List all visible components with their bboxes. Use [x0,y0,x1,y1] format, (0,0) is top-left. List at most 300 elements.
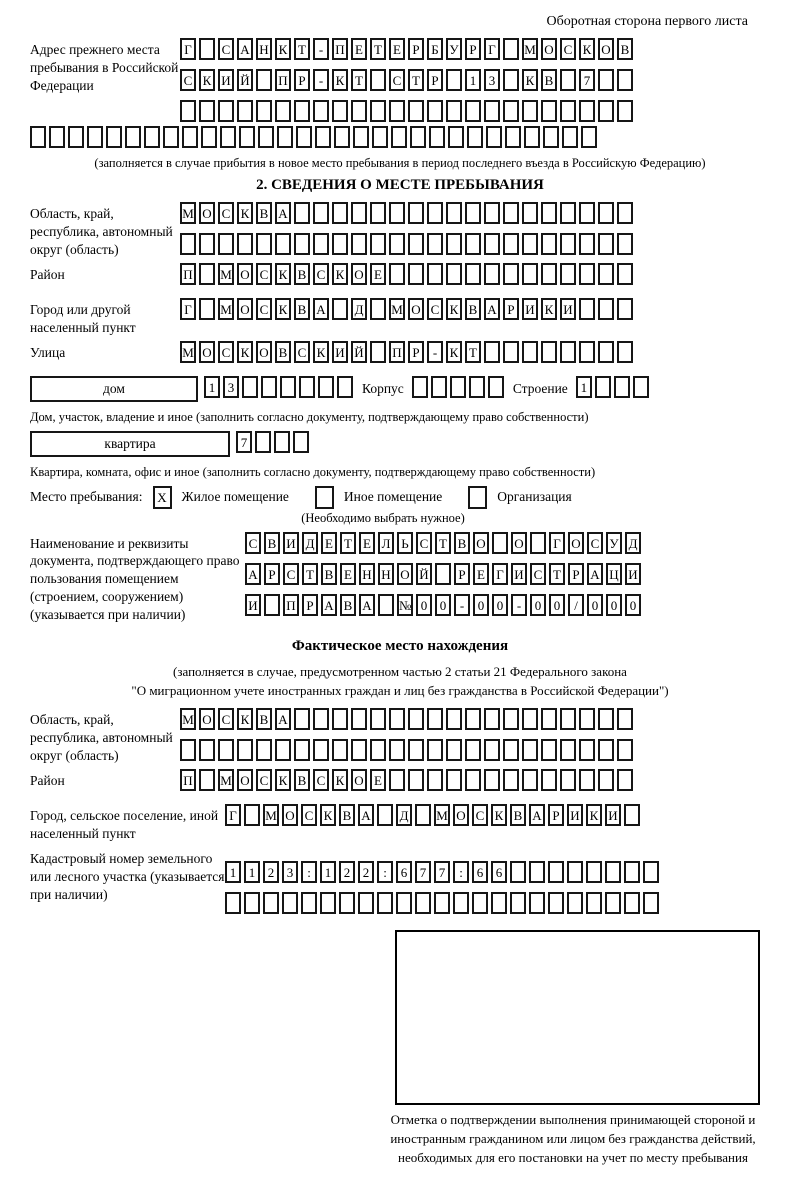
char-box[interactable]: С [416,532,432,554]
char-box[interactable] [199,233,215,255]
char-box[interactable] [617,769,633,791]
checkbox-zhiloe[interactable]: X [153,486,172,509]
char-box[interactable] [541,263,557,285]
char-box[interactable] [256,739,272,761]
char-box[interactable]: Т [302,563,318,585]
char-box[interactable]: 2 [358,861,374,883]
char-box[interactable]: И [625,563,641,585]
char-box[interactable]: Б [427,38,443,60]
char-box[interactable] [299,376,315,398]
char-box[interactable] [543,126,559,148]
char-box[interactable] [370,202,386,224]
char-box[interactable] [106,126,122,148]
char-box[interactable]: С [218,341,234,363]
char-box[interactable] [313,708,329,730]
char-box[interactable] [643,861,659,883]
char-box[interactable] [332,298,348,320]
char-box[interactable] [408,263,424,285]
char-box[interactable]: К [237,708,253,730]
char-box[interactable] [598,69,614,91]
char-box[interactable] [562,126,578,148]
char-box[interactable]: 0 [492,594,508,616]
char-box[interactable] [617,708,633,730]
char-box[interactable] [427,769,443,791]
char-box[interactable]: С [560,38,576,60]
char-box[interactable] [491,892,507,914]
char-box[interactable] [522,769,538,791]
char-box[interactable]: Р [568,563,584,585]
char-box[interactable]: Р [264,563,280,585]
char-box[interactable] [408,769,424,791]
char-box[interactable] [446,739,462,761]
char-box[interactable]: - [427,341,443,363]
char-box[interactable]: Г [492,563,508,585]
char-box[interactable]: К [579,38,595,60]
char-box[interactable] [256,69,272,91]
char-box[interactable]: В [454,532,470,554]
char-box[interactable] [522,233,538,255]
char-box[interactable]: 6 [472,861,488,883]
char-box[interactable] [255,431,271,453]
char-box[interactable] [370,233,386,255]
char-box[interactable] [503,38,519,60]
char-box[interactable] [415,892,431,914]
char-box[interactable] [358,892,374,914]
char-box[interactable] [237,233,253,255]
char-box[interactable] [412,376,428,398]
char-box[interactable] [313,739,329,761]
char-box[interactable]: Р [465,38,481,60]
char-box[interactable] [614,376,630,398]
char-box[interactable] [239,126,255,148]
char-box[interactable]: М [389,298,405,320]
char-box[interactable]: И [567,804,583,826]
char-box[interactable] [370,298,386,320]
char-box[interactable]: Е [340,563,356,585]
char-box[interactable]: 0 [416,594,432,616]
char-box[interactable]: В [294,298,310,320]
char-box[interactable]: И [605,804,621,826]
char-box[interactable]: 0 [530,594,546,616]
char-box[interactable] [256,233,272,255]
char-box[interactable]: 0 [587,594,603,616]
char-box[interactable]: С [313,769,329,791]
char-box[interactable]: А [275,202,291,224]
char-box[interactable] [579,739,595,761]
char-box[interactable]: С [427,298,443,320]
char-box[interactable]: К [199,69,215,91]
char-box[interactable]: О [453,804,469,826]
char-box[interactable]: У [606,532,622,554]
char-box[interactable] [294,202,310,224]
char-box[interactable] [522,263,538,285]
char-box[interactable]: О [237,769,253,791]
char-box[interactable] [530,532,546,554]
char-box[interactable] [125,126,141,148]
char-box[interactable]: Е [321,532,337,554]
char-box[interactable]: / [568,594,584,616]
char-box[interactable]: А [587,563,603,585]
char-box[interactable] [427,708,443,730]
char-box[interactable] [522,739,538,761]
char-box[interactable]: - [511,594,527,616]
char-box[interactable]: А [484,298,500,320]
char-box[interactable] [465,708,481,730]
char-box[interactable] [408,100,424,122]
char-box[interactable]: 0 [435,594,451,616]
char-box[interactable] [431,376,447,398]
char-box[interactable]: Г [225,804,241,826]
char-box[interactable] [370,341,386,363]
char-box[interactable] [598,202,614,224]
char-box[interactable] [293,431,309,453]
char-box[interactable] [529,861,545,883]
char-box[interactable] [488,376,504,398]
char-box[interactable]: Е [359,532,375,554]
char-box[interactable]: 7 [579,69,595,91]
char-box[interactable]: Е [389,38,405,60]
char-box[interactable] [541,739,557,761]
char-box[interactable] [605,892,621,914]
char-box[interactable]: А [237,38,253,60]
char-box[interactable] [484,233,500,255]
char-box[interactable] [529,892,545,914]
char-box[interactable]: К [446,341,462,363]
char-box[interactable] [643,892,659,914]
char-box[interactable] [505,126,521,148]
char-box[interactable] [378,594,394,616]
char-box[interactable] [467,126,483,148]
char-box[interactable]: С [180,69,196,91]
char-box[interactable] [567,861,583,883]
char-box[interactable]: В [294,263,310,285]
char-box[interactable] [377,804,393,826]
char-box[interactable] [320,892,336,914]
char-box[interactable] [199,100,215,122]
char-box[interactable] [275,233,291,255]
char-box[interactable] [522,341,538,363]
char-box[interactable] [370,69,386,91]
char-box[interactable]: М [180,708,196,730]
char-box[interactable] [353,126,369,148]
char-box[interactable]: С [283,563,299,585]
char-box[interactable] [548,861,564,883]
char-box[interactable] [579,298,595,320]
char-box[interactable] [263,892,279,914]
char-box[interactable] [617,69,633,91]
char-box[interactable]: О [351,263,367,285]
char-box[interactable] [332,202,348,224]
char-box[interactable] [218,100,234,122]
char-box[interactable]: С [256,769,272,791]
char-box[interactable] [396,892,412,914]
char-box[interactable]: 1 [320,861,336,883]
char-box[interactable]: Ц [606,563,622,585]
char-box[interactable]: К [446,298,462,320]
char-box[interactable]: Е [370,263,386,285]
char-box[interactable] [237,100,253,122]
char-box[interactable]: И [218,69,234,91]
char-box[interactable] [351,100,367,122]
char-box[interactable] [199,263,215,285]
char-box[interactable] [294,100,310,122]
char-box[interactable] [351,202,367,224]
char-box[interactable] [503,739,519,761]
char-box[interactable]: С [256,263,272,285]
char-box[interactable]: Д [302,532,318,554]
char-box[interactable] [182,126,198,148]
char-box[interactable]: К [320,804,336,826]
char-box[interactable]: О [199,708,215,730]
char-box[interactable]: П [180,769,196,791]
char-box[interactable] [280,376,296,398]
char-box[interactable] [313,202,329,224]
char-box[interactable] [199,298,215,320]
char-box[interactable]: С [313,263,329,285]
char-box[interactable] [633,376,649,398]
char-box[interactable] [351,233,367,255]
char-box[interactable] [560,263,576,285]
char-box[interactable] [503,708,519,730]
char-box[interactable]: Д [396,804,412,826]
char-box[interactable] [389,708,405,730]
char-box[interactable] [617,202,633,224]
char-box[interactable]: Р [427,69,443,91]
char-box[interactable]: М [522,38,538,60]
char-box[interactable] [389,100,405,122]
char-box[interactable]: К [275,769,291,791]
char-box[interactable]: 0 [473,594,489,616]
char-box[interactable] [313,233,329,255]
char-box[interactable] [448,126,464,148]
char-box[interactable]: У [446,38,462,60]
char-box[interactable] [617,298,633,320]
char-box[interactable]: К [275,298,291,320]
char-box[interactable]: П [389,341,405,363]
char-box[interactable] [598,233,614,255]
char-box[interactable] [503,263,519,285]
char-box[interactable]: К [332,69,348,91]
char-box[interactable] [427,233,443,255]
char-box[interactable] [598,100,614,122]
char-box[interactable]: С [218,202,234,224]
char-box[interactable] [465,100,481,122]
char-box[interactable] [465,233,481,255]
char-box[interactable]: П [275,69,291,91]
char-box[interactable] [408,739,424,761]
char-box[interactable] [595,376,611,398]
char-box[interactable] [541,708,557,730]
checkbox-organizatsiya[interactable] [468,486,487,509]
char-box[interactable] [294,708,310,730]
char-box[interactable]: И [245,594,261,616]
char-box[interactable] [617,739,633,761]
char-box[interactable]: К [275,38,291,60]
char-box[interactable] [446,69,462,91]
char-box[interactable] [332,739,348,761]
char-box[interactable] [429,126,445,148]
char-box[interactable] [258,126,274,148]
char-box[interactable] [180,100,196,122]
char-box[interactable]: - [313,38,329,60]
char-box[interactable] [274,431,290,453]
char-box[interactable]: В [339,804,355,826]
char-box[interactable]: 7 [236,431,252,453]
char-box[interactable]: С [294,341,310,363]
char-box[interactable]: С [301,804,317,826]
char-box[interactable]: Е [351,38,367,60]
char-box[interactable] [541,341,557,363]
char-box[interactable] [389,202,405,224]
char-box[interactable] [389,769,405,791]
char-box[interactable] [446,233,462,255]
char-box[interactable] [624,861,640,883]
char-box[interactable] [586,861,602,883]
char-box[interactable] [434,892,450,914]
char-box[interactable] [332,100,348,122]
char-box[interactable] [296,126,312,148]
char-box[interactable]: Г [180,298,196,320]
char-box[interactable] [586,892,602,914]
char-box[interactable] [560,341,576,363]
char-box[interactable] [313,100,329,122]
char-box[interactable]: Е [370,769,386,791]
char-box[interactable]: М [218,263,234,285]
char-box[interactable] [315,126,331,148]
char-box[interactable]: М [218,769,234,791]
char-box[interactable] [541,233,557,255]
char-box[interactable] [503,100,519,122]
char-box[interactable] [624,892,640,914]
char-box[interactable] [579,233,595,255]
char-box[interactable]: О [408,298,424,320]
char-box[interactable] [541,769,557,791]
char-box[interactable] [163,126,179,148]
char-box[interactable] [408,202,424,224]
char-box[interactable]: А [358,804,374,826]
char-box[interactable] [218,233,234,255]
char-box[interactable] [199,739,215,761]
char-box[interactable] [465,739,481,761]
char-box[interactable]: В [294,769,310,791]
char-box[interactable] [522,708,538,730]
char-box[interactable] [282,892,298,914]
char-box[interactable]: Н [359,563,375,585]
char-box[interactable]: К [491,804,507,826]
char-box[interactable]: Р [503,298,519,320]
char-box[interactable]: О [351,769,367,791]
char-box[interactable] [605,861,621,883]
char-box[interactable]: В [256,708,272,730]
char-box[interactable] [567,892,583,914]
char-box[interactable] [256,100,272,122]
char-box[interactable]: И [511,563,527,585]
char-box[interactable] [220,126,236,148]
char-box[interactable]: О [397,563,413,585]
char-box[interactable] [332,233,348,255]
char-box[interactable]: 6 [396,861,412,883]
char-box[interactable]: М [218,298,234,320]
char-box[interactable] [201,126,217,148]
char-box[interactable]: П [332,38,348,60]
char-box[interactable] [484,341,500,363]
char-box[interactable]: К [313,341,329,363]
char-box[interactable] [472,892,488,914]
char-box[interactable]: А [313,298,329,320]
char-box[interactable] [264,594,280,616]
char-box[interactable] [415,804,431,826]
char-box[interactable] [522,202,538,224]
char-box[interactable] [465,769,481,791]
char-box[interactable]: - [454,594,470,616]
char-box[interactable] [503,69,519,91]
char-box[interactable] [446,202,462,224]
char-box[interactable]: М [180,202,196,224]
char-box[interactable]: 1 [576,376,592,398]
char-box[interactable] [391,126,407,148]
char-box[interactable] [389,263,405,285]
char-box[interactable] [199,38,215,60]
char-box[interactable]: С [218,708,234,730]
char-box[interactable]: В [617,38,633,60]
char-box[interactable]: Н [378,563,394,585]
char-box[interactable] [408,708,424,730]
char-box[interactable]: Т [370,38,386,60]
char-box[interactable]: Р [548,804,564,826]
char-box[interactable]: Т [340,532,356,554]
char-box[interactable]: О [199,202,215,224]
char-box[interactable] [617,263,633,285]
char-box[interactable] [598,263,614,285]
char-box[interactable]: С [472,804,488,826]
char-box[interactable] [598,341,614,363]
char-box[interactable]: П [283,594,299,616]
char-box[interactable] [294,739,310,761]
char-box[interactable] [560,69,576,91]
char-box[interactable]: Р [408,341,424,363]
char-box[interactable]: Т [435,532,451,554]
char-box[interactable]: С [218,38,234,60]
char-box[interactable]: Т [549,563,565,585]
char-box[interactable] [579,341,595,363]
char-box[interactable] [541,202,557,224]
char-box[interactable]: С [530,563,546,585]
char-box[interactable] [541,100,557,122]
char-box[interactable]: В [256,202,272,224]
char-box[interactable]: Р [454,563,470,585]
char-box[interactable] [617,233,633,255]
char-box[interactable] [465,263,481,285]
char-box[interactable]: И [332,341,348,363]
char-box[interactable] [180,233,196,255]
char-box[interactable] [450,376,466,398]
char-box[interactable] [372,126,388,148]
char-box[interactable] [275,100,291,122]
char-box[interactable]: Г [549,532,565,554]
char-box[interactable]: № [397,594,413,616]
char-box[interactable]: Н [256,38,272,60]
char-box[interactable] [503,769,519,791]
char-box[interactable] [503,202,519,224]
char-box[interactable] [548,892,564,914]
char-box[interactable] [579,100,595,122]
char-box[interactable]: П [180,263,196,285]
char-box[interactable]: А [359,594,375,616]
char-box[interactable] [332,708,348,730]
char-box[interactable] [560,708,576,730]
char-box[interactable]: 1 [225,861,241,883]
char-box[interactable]: К [541,298,557,320]
